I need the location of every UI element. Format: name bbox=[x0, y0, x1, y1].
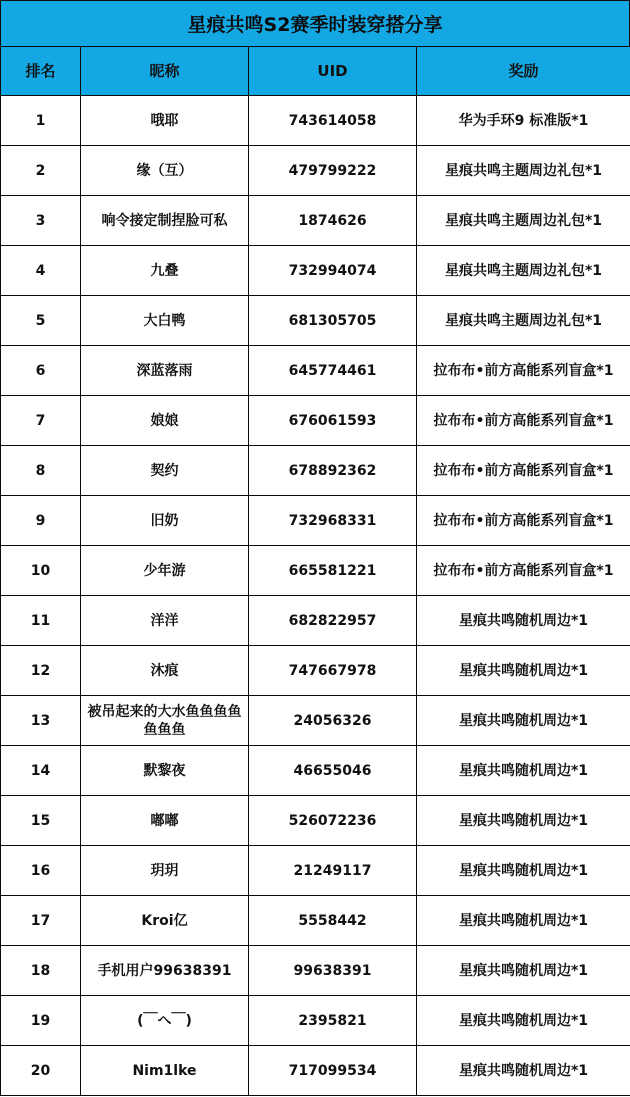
prize-cell: 星痕共鸣随机周边*1 bbox=[417, 696, 630, 746]
prize-cell: 星痕共鸣主题周边礼包*1 bbox=[417, 296, 630, 346]
nickname-cell: 哦耶 bbox=[81, 96, 249, 146]
rank-cell: 13 bbox=[1, 696, 81, 746]
uid-cell: 46655046 bbox=[249, 746, 417, 796]
rank-cell: 12 bbox=[1, 646, 81, 696]
uid-cell: 732968331 bbox=[249, 496, 417, 546]
table-row bbox=[1, 496, 630, 546]
rank-cell: 7 bbox=[1, 396, 81, 446]
table-row bbox=[1, 896, 630, 946]
uid-cell: 99638391 bbox=[249, 946, 417, 996]
nickname-cell: 洋洋 bbox=[81, 596, 249, 646]
rank-cell: 2 bbox=[1, 146, 81, 196]
nickname-cell: Nim1lke bbox=[81, 1046, 249, 1096]
table-row bbox=[1, 696, 630, 746]
uid-cell: 526072236 bbox=[249, 796, 417, 846]
uid-cell: 743614058 bbox=[249, 96, 417, 146]
uid-cell: 732994074 bbox=[249, 246, 417, 296]
table-row bbox=[1, 646, 630, 696]
nickname-cell: 沐痕 bbox=[81, 646, 249, 696]
rank-cell: 8 bbox=[1, 446, 81, 496]
prize-cell: 拉布布•前方高能系列盲盒*1 bbox=[417, 346, 630, 396]
prize-cell: 星痕共鸣主题周边礼包*1 bbox=[417, 246, 630, 296]
table-row bbox=[1, 96, 630, 146]
nickname-cell: 缘（互） bbox=[81, 146, 249, 196]
uid-cell: 682822957 bbox=[249, 596, 417, 646]
uid-cell: 24056326 bbox=[249, 696, 417, 746]
nickname-cell: 娘娘 bbox=[81, 396, 249, 446]
prize-cell: 星痕共鸣随机周边*1 bbox=[417, 796, 630, 846]
rank-cell: 3 bbox=[1, 196, 81, 246]
rank-cell: 14 bbox=[1, 746, 81, 796]
column-header-uid: UID bbox=[249, 47, 417, 96]
table-row bbox=[1, 196, 630, 246]
prize-cell: 拉布布•前方高能系列盲盒*1 bbox=[417, 546, 630, 596]
rank-cell: 1 bbox=[1, 96, 81, 146]
table-row bbox=[1, 396, 630, 446]
rank-cell: 6 bbox=[1, 346, 81, 396]
nickname-cell: 手机用户99638391 bbox=[81, 946, 249, 996]
nickname-cell: 响令接定制捏脸可私 bbox=[81, 196, 249, 246]
rank-cell: 11 bbox=[1, 596, 81, 646]
column-header-nickname: 昵称 bbox=[81, 47, 249, 96]
rank-cell: 5 bbox=[1, 296, 81, 346]
table-row bbox=[1, 446, 630, 496]
nickname-cell: 嘟嘟 bbox=[81, 796, 249, 846]
prize-cell: 拉布布•前方高能系列盲盒*1 bbox=[417, 496, 630, 546]
column-header-rank: 排名 bbox=[1, 47, 81, 96]
table-row bbox=[1, 346, 630, 396]
rank-cell: 10 bbox=[1, 546, 81, 596]
table-row bbox=[1, 296, 630, 346]
uid-cell: 678892362 bbox=[249, 446, 417, 496]
sheet-title: 星痕共鸣S2赛季时装穿搭分享 bbox=[0, 0, 630, 47]
nickname-cell: 默黎夜 bbox=[81, 746, 249, 796]
uid-cell: 1874626 bbox=[249, 196, 417, 246]
nickname-cell: 契约 bbox=[81, 446, 249, 496]
table-row bbox=[1, 996, 630, 1046]
uid-cell: 21249117 bbox=[249, 846, 417, 896]
prize-cell: 星痕共鸣随机周边*1 bbox=[417, 996, 630, 1046]
header-row bbox=[1, 47, 630, 96]
prize-cell: 星痕共鸣主题周边礼包*1 bbox=[417, 146, 630, 196]
prize-cell: 星痕共鸣随机周边*1 bbox=[417, 746, 630, 796]
nickname-cell: 大白鸭 bbox=[81, 296, 249, 346]
rank-cell: 18 bbox=[1, 946, 81, 996]
table-row bbox=[1, 846, 630, 896]
uid-cell: 479799222 bbox=[249, 146, 417, 196]
nickname-cell: 深蓝落雨 bbox=[81, 346, 249, 396]
nickname-cell: 玥玥 bbox=[81, 846, 249, 896]
nickname-cell: 九叠 bbox=[81, 246, 249, 296]
nickname-cell: 少年游 bbox=[81, 546, 249, 596]
prize-cell: 星痕共鸣随机周边*1 bbox=[417, 946, 630, 996]
uid-cell: 747667978 bbox=[249, 646, 417, 696]
table-row bbox=[1, 546, 630, 596]
uid-cell: 717099534 bbox=[249, 1046, 417, 1096]
table-row bbox=[1, 946, 630, 996]
rank-cell: 20 bbox=[1, 1046, 81, 1096]
uid-cell: 5558442 bbox=[249, 896, 417, 946]
rank-cell: 9 bbox=[1, 496, 81, 546]
prize-cell: 星痕共鸣随机周边*1 bbox=[417, 646, 630, 696]
prize-cell: 星痕共鸣随机周边*1 bbox=[417, 596, 630, 646]
table-row bbox=[1, 146, 630, 196]
prize-cell: 拉布布•前方高能系列盲盒*1 bbox=[417, 446, 630, 496]
uid-cell: 676061593 bbox=[249, 396, 417, 446]
prize-cell: 拉布布•前方高能系列盲盒*1 bbox=[417, 396, 630, 446]
prize-cell: 星痕共鸣随机周边*1 bbox=[417, 846, 630, 896]
uid-cell: 2395821 bbox=[249, 996, 417, 1046]
column-header-prize: 奖励 bbox=[417, 47, 630, 96]
table-row bbox=[1, 1046, 630, 1096]
uid-cell: 681305705 bbox=[249, 296, 417, 346]
prize-cell: 华为手环9 标准版*1 bbox=[417, 96, 630, 146]
nickname-cell: 旧奶 bbox=[81, 496, 249, 546]
rank-cell: 17 bbox=[1, 896, 81, 946]
rank-cell: 19 bbox=[1, 996, 81, 1046]
ranking-table bbox=[0, 46, 630, 1096]
nickname-cell: 被吊起来的大水鱼鱼鱼鱼鱼鱼鱼 bbox=[81, 696, 249, 746]
prize-cell: 星痕共鸣主题周边礼包*1 bbox=[417, 196, 630, 246]
uid-cell: 665581221 bbox=[249, 546, 417, 596]
rank-cell: 4 bbox=[1, 246, 81, 296]
rank-cell: 15 bbox=[1, 796, 81, 846]
table-row bbox=[1, 796, 630, 846]
nickname-cell: (￣へ￣) bbox=[81, 996, 249, 1046]
table-row bbox=[1, 596, 630, 646]
nickname-cell: Kroi亿 bbox=[81, 896, 249, 946]
table-row bbox=[1, 746, 630, 796]
prize-cell: 星痕共鸣随机周边*1 bbox=[417, 896, 630, 946]
uid-cell: 645774461 bbox=[249, 346, 417, 396]
table-row bbox=[1, 246, 630, 296]
rank-cell: 16 bbox=[1, 846, 81, 896]
prize-cell: 星痕共鸣随机周边*1 bbox=[417, 1046, 630, 1096]
